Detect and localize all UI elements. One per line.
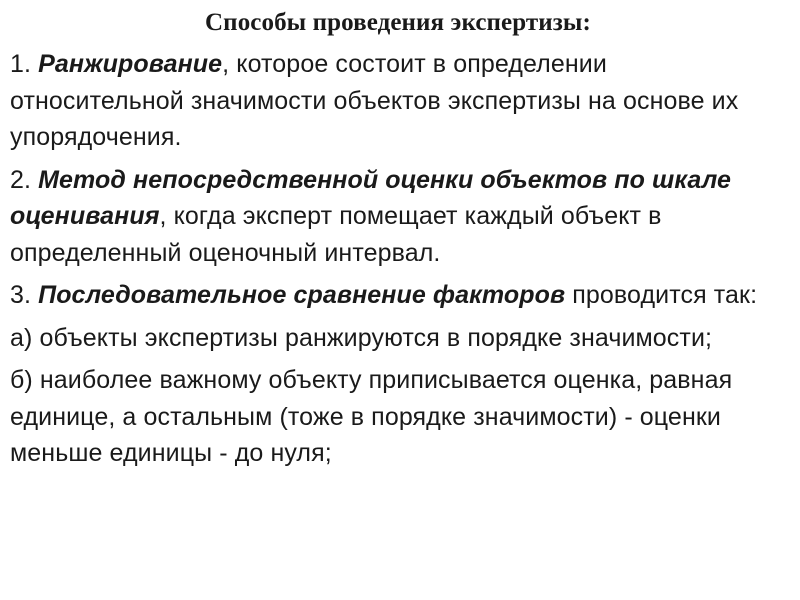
item-term: Последовательное сравнение факторов (38, 281, 566, 309)
slide-title: Способы проведения экспертизы: (205, 9, 591, 36)
subitem-a: а) объекты экспертизы ранжируются в порядке значимости; (10, 323, 713, 352)
item-text: , когда эксперт помещает каждый объект в определенный оценочный интервал. (10, 202, 662, 267)
item-ranking (10, 46, 786, 156)
item-number: 2. (10, 165, 39, 194)
item-term: Метод непосредственной оценки объектов по шкале оценивания (10, 165, 732, 230)
item-text: проводится так: (565, 281, 758, 309)
item-text: , которое состоит в определении относительной значимости объектов экспертизы на основе их упорядочения. (10, 50, 739, 151)
item-number: 1. (10, 50, 39, 78)
item-number: 3. (10, 281, 39, 309)
item-term: Ранжирование (38, 50, 223, 78)
item-direct-assessment (10, 162, 786, 272)
subitem-b: б) наиболее важному объекту приписывается оценка, равная единице, а остальным (тоже в порядке значимости) - оценки меньше единицы - до нуля; (10, 366, 733, 467)
item-sequential-comparison (10, 277, 786, 314)
